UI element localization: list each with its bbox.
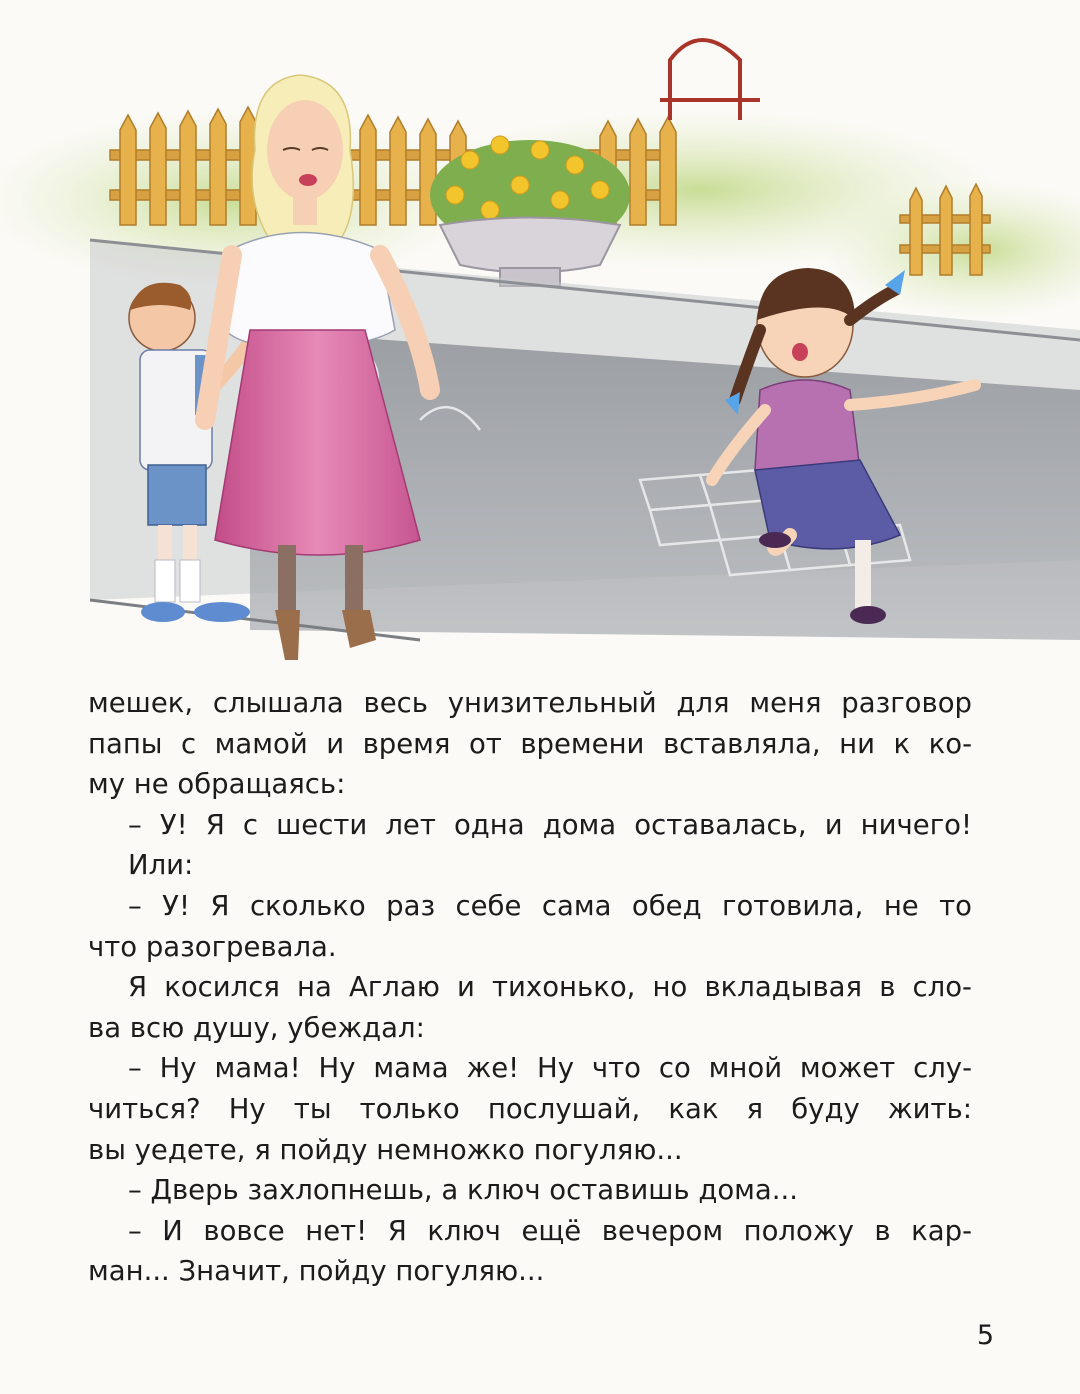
text-line: – У! Я сколько раз себе сама обед готовила, не то [128,889,972,922]
text-line: ман... Значит, пойду погуляю... [88,1255,545,1288]
text-line: вы уедете, я пойду немножко погуляю... [88,1133,683,1166]
text-line: папы с мамой и время от времени вставляла, ни к ко- [88,727,972,760]
text-line: – Дверь захлопнешь, а ключ оставишь дома... [128,1174,798,1207]
page-number: 5 [976,1320,994,1351]
text-line: ва всю душу, убеждал: [88,1011,425,1044]
text-line: му не обращаясь: [88,768,346,801]
text-line: Или: [128,849,194,882]
text-line: – У! Я с шести лет одна дома оставалась, и ничего! [128,808,972,841]
flower-pot [430,136,630,286]
book-illustration [0,0,1080,670]
text-line: что разогревала. [88,930,337,963]
text-line: читься? Ну ты только послушай, как я буду жить: [88,1092,972,1125]
text-line: мешек, слышала весь унизительный для меня разговор [88,687,972,719]
red-bench [660,40,760,120]
story-text [88,683,972,1292]
text-line: – Ну мама! Ну мама же! Ну что со мной может слу- [128,1052,972,1085]
text-line: – И вовсе нет! Я ключ ещё вечером положу в кар- [128,1214,972,1247]
text-line: Я косился на Аглаю и тихонько, но вкладывая в сло- [128,971,972,1004]
